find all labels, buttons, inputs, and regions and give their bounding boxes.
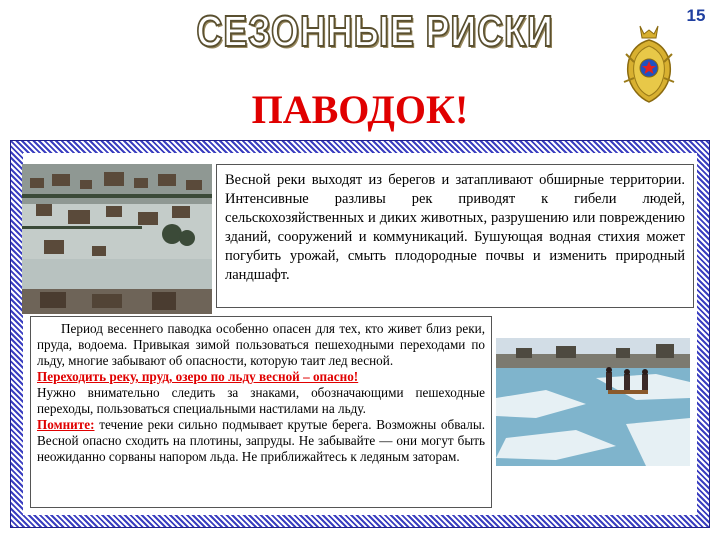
details-paragraph-2: Нужно внимательно следить за знаками, обозначающими пешеходные переходы, пользоваться специальными настилами на льду. [37,385,485,416]
remember-text: течение реки сильно подмывает крутые берега. Возможны обвалы. Весной опасно сходить на плотины, запруды. Не забывайте — они могут быть неожиданно сорваны напором льда. Не приближайтесь к ледяным заторам. [37,417,485,464]
ice-rescue-photo [496,338,690,466]
details-paragraph-1: Период весеннего паводка особенно опасен для тех, кто живет близ реки, пруда, водоема. Привыкая зимой пользоваться пешеходными переходами по льду, многие забывают об опасности, которую таит лед весной. [37,321,485,368]
remember-label: Помните: [37,417,95,432]
page-subtitle: ПАВОДОК! [251,87,469,132]
ice-warning: Переходить реку, пруд, озеро по льду весной – опасно! [37,369,359,384]
emergency-ministry-emblem-icon [620,22,678,104]
intro-text: Весной реки выходят из берегов и затапливают обширные территории. Интенсивные разливы рек приводят к гибели людей, сельскохозяйственных и диких животных, разрушению или повреждению зданий, сооружений и коммуникаций. Бушующая водная стихия может погубить урожай, смыть плодородные почвы и изменить природный ландшафт. [216,164,694,308]
page-title: СЕЗОННЫЕ РИСКИ [196,7,554,56]
slide-number: 15 [686,6,706,25]
flooded-village-photo [22,164,212,314]
details-paragraph-3 [37,417,485,465]
details-text [30,316,492,508]
